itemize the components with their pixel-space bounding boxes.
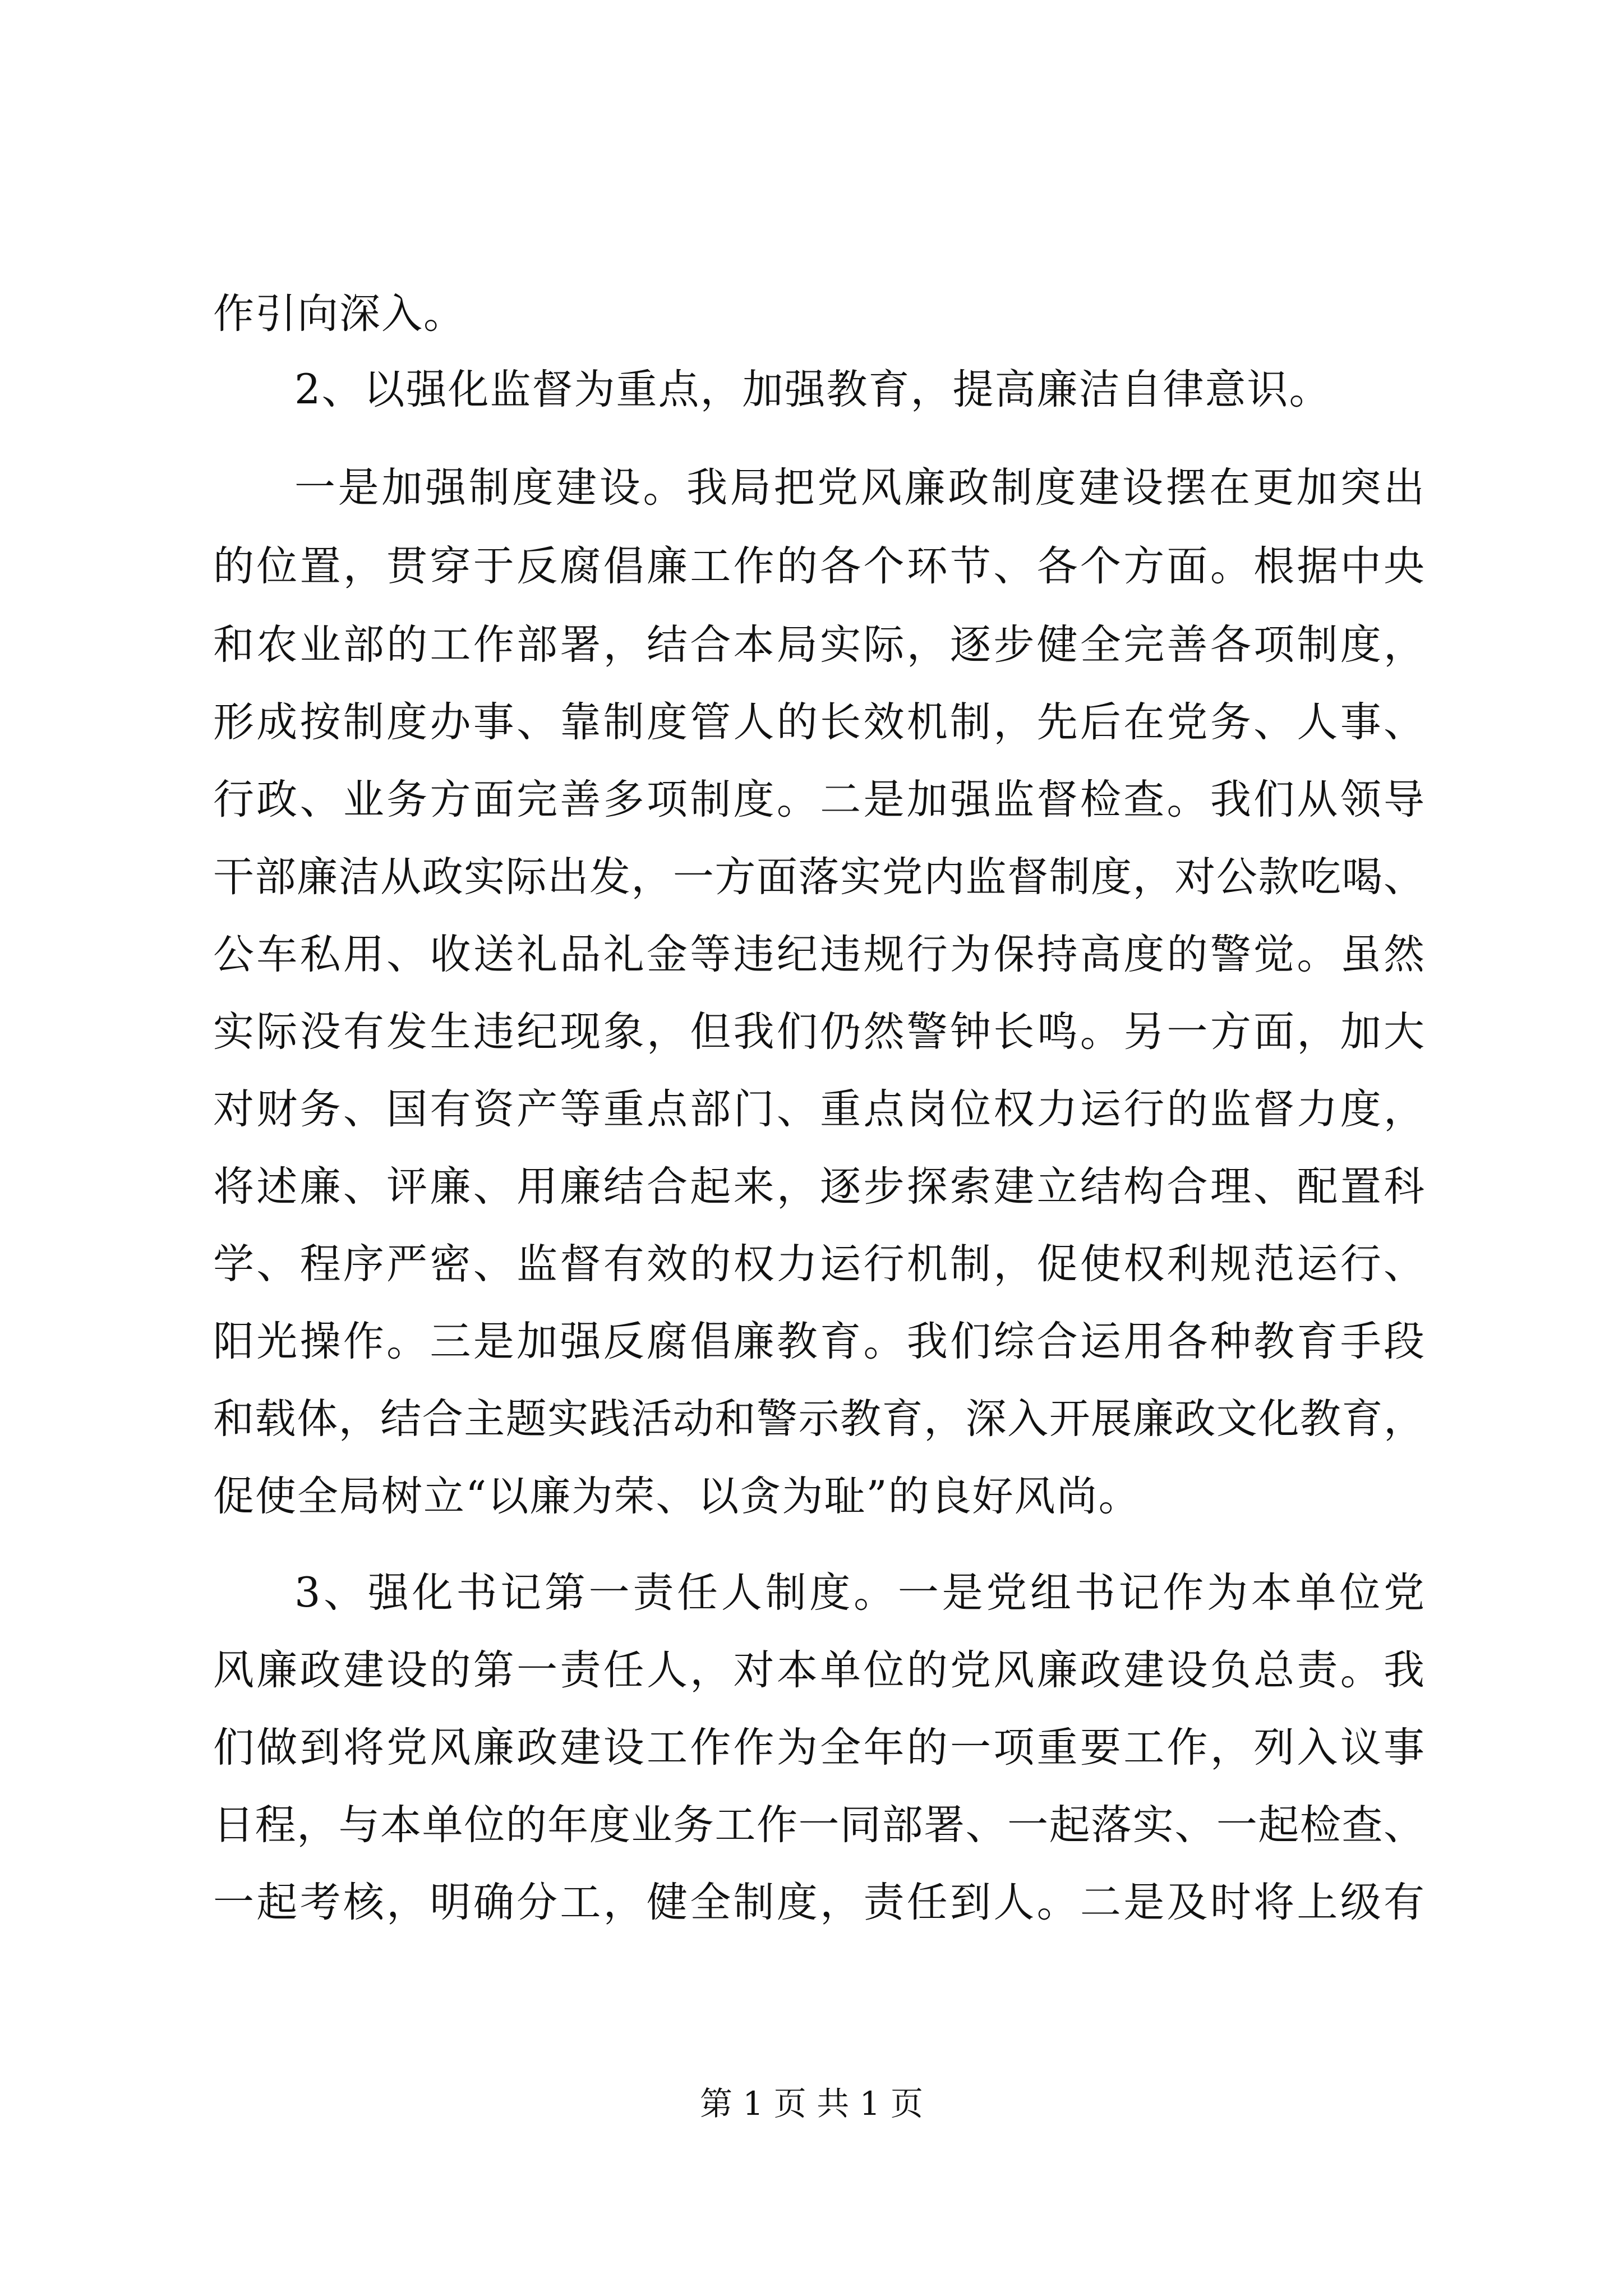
text-line: 们做到将党风廉政建设工作作为全年的一项重要工作，列入议事 xyxy=(213,1724,1424,1772)
text-line: 日程，与本单位的年度业务工作一同部署、一起落实、一起检查、 xyxy=(213,1801,1424,1849)
text-line: 风廉政建设的第一责任人，对本单位的党风廉政建设负总责。我 xyxy=(213,1646,1424,1694)
page-number: 第 1 页 共 1 页 xyxy=(700,2085,923,2123)
section-heading: 2、以强化监督为重点，加强教育，提高廉洁自律意识。 xyxy=(294,366,1331,413)
text-line: 和载体，结合主题实践活动和警示教育，深入开展廉政文化教育， xyxy=(213,1395,1424,1443)
text-line: 一起考核，明确分工，健全制度，责任到人。二是及时将上级有 xyxy=(213,1879,1424,1926)
text-line: 公车私用、收送礼品礼金等违纪违规行为保持高度的警觉。虽然 xyxy=(213,931,1424,978)
text-line: 将述廉、评廉、用廉结合起来，逐步探索建立结构合理、配置科 xyxy=(213,1163,1424,1211)
text-line: 对财务、国有资产等重点部门、重点岗位权力运行的监督力度， xyxy=(213,1085,1424,1133)
text-line: 和农业部的工作部署，结合本局实际，逐步健全完善各项制度， xyxy=(213,621,1424,669)
text-line: 阳光操作。三是加强反腐倡廉教育。我们综合运用各种教育手段 xyxy=(213,1318,1424,1365)
text-line: 形成按制度办事、靠制度管人的长效机制，先后在党务、人事、 xyxy=(213,698,1424,746)
text-line: 作引向深入。 xyxy=(213,290,465,338)
text-line: 行政、业务方面完善多项制度。二是加强监督检查。我们从领导 xyxy=(213,776,1424,823)
text-line: 实际没有发生违纪现象，但我们仍然警钟长鸣。另一方面，加大 xyxy=(213,1008,1424,1056)
text-line: 干部廉洁从政实际出发，一方面落实党内监督制度，对公款吃喝、 xyxy=(213,853,1424,901)
text-line: 的位置，贯穿于反腐倡廉工作的各个环节、各个方面。根据中央 xyxy=(213,542,1424,590)
text-line: 一是加强制度建设。我局把党风廉政制度建设摆在更加突出 xyxy=(294,464,1424,512)
text-line: 学、程序严密、监督有效的权力运行机制，促使权利规范运行、 xyxy=(213,1240,1424,1288)
text-line: 促使全局树立“以廉为荣、以贪为耻”的良好风尚。 xyxy=(213,1473,1141,1520)
section-heading: 3、强化书记第一责任人制度。一是党组书记作为本单位党 xyxy=(294,1569,1424,1617)
